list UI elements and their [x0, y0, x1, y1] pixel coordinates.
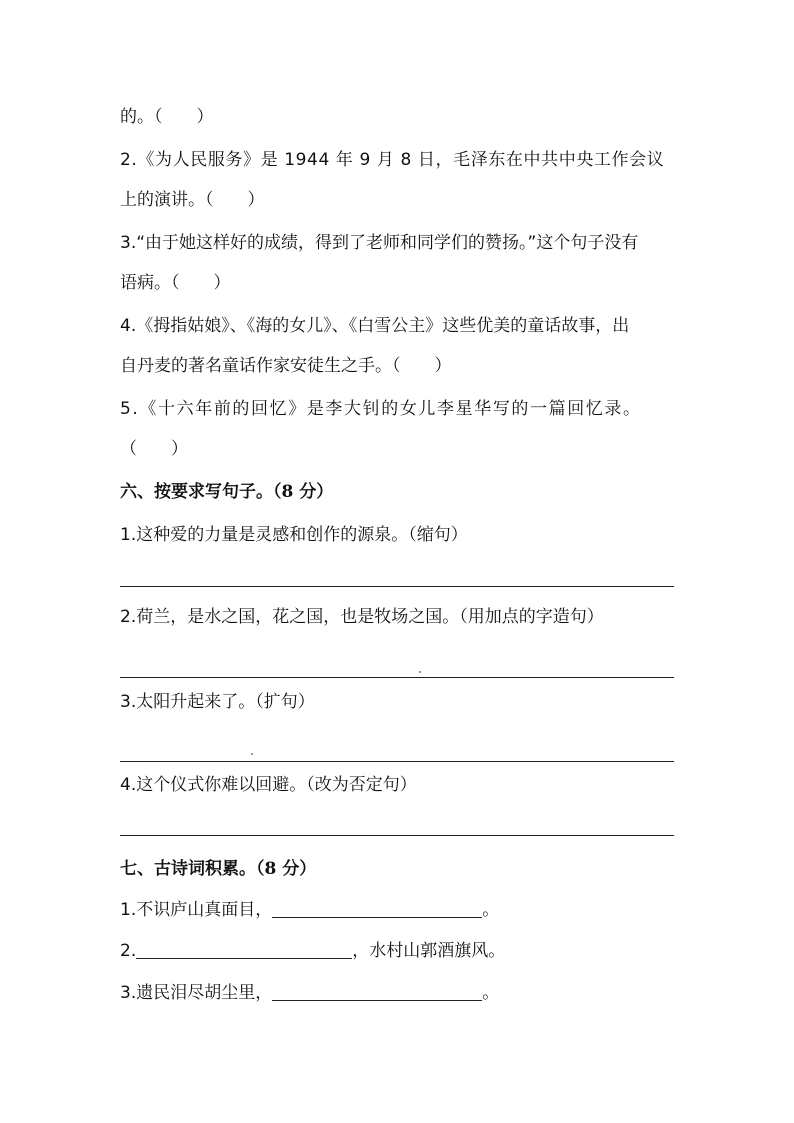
poem-item-1-suffix: 。: [482, 900, 500, 920]
sentence-item-3: 3.太阳升起来了。（扩句）: [120, 692, 315, 712]
judge-item-2-line-2: 上的演讲。（ ）: [120, 190, 265, 210]
judge-item-2-line-1: 2.《为人民服务》是 1944 年 9 月 8 日，毛泽东在中共中央工作会议: [120, 150, 665, 170]
section-6-title: 六、按要求写句子。（8 分）: [120, 482, 334, 502]
judge-item-4-line-2: 自丹麦的著名童话作家安徒生之手。（ ）: [120, 356, 452, 376]
sentence-item-1: 1.这种爱的力量是灵感和创作的源泉。（缩句）: [120, 525, 468, 545]
judge-item-4-line-1: 4.《拇指姑娘》、《海的女儿》、《白雪公主》这些优美的童话故事，出: [120, 316, 630, 336]
poem-item-1: [120, 898, 680, 922]
emphasis-dot-mark: [419, 671, 421, 673]
poem-blank-2[interactable]: [136, 941, 352, 959]
poem-item-3-suffix: 。: [482, 983, 500, 1003]
poem-item-2-suffix: ，水村山郭酒旗风。: [352, 941, 506, 961]
answer-line-4[interactable]: [120, 835, 674, 836]
judge-item-3-line-1: 3.“由于她这样好的成绩，得到了老师和同学们的赞扬。”这个句子没有: [120, 233, 639, 253]
poem-item-1-prefix: 1.不识庐山真面目，: [120, 900, 273, 920]
poem-item-2: [120, 939, 680, 963]
judge-line-continued: 的。（ ）: [120, 107, 214, 127]
poem-item-3-prefix: 3.遗民泪尽胡尘里，: [120, 983, 273, 1003]
judge-item-5-line-2: （ ）: [120, 439, 188, 459]
judge-item-5-line-1: 5.《十六年前的回忆》是李大钊的女儿李星华写的一篇回忆录。: [120, 399, 642, 419]
poem-item-2-prefix: 2.: [120, 941, 137, 961]
poem-item-3: [120, 981, 680, 1005]
answer-line-2[interactable]: [120, 677, 674, 678]
sentence-item-2: 2.荷兰，是水之国，花之国，也是牧场之国。（用加点的字造句）: [120, 607, 604, 627]
answer-line-1[interactable]: [120, 586, 674, 587]
section-7-title: 七、古诗词积累。（8 分）: [120, 859, 317, 879]
judge-item-3-line-2: 语病。（ ）: [120, 273, 231, 293]
answer-line-3[interactable]: [120, 761, 674, 762]
poem-blank-1[interactable]: [272, 900, 482, 918]
poem-blank-3[interactable]: [272, 983, 482, 1001]
sentence-item-4: 4.这个仪式你难以回避。（改为否定句）: [120, 775, 417, 795]
emphasis-dot-mark: [251, 753, 253, 755]
